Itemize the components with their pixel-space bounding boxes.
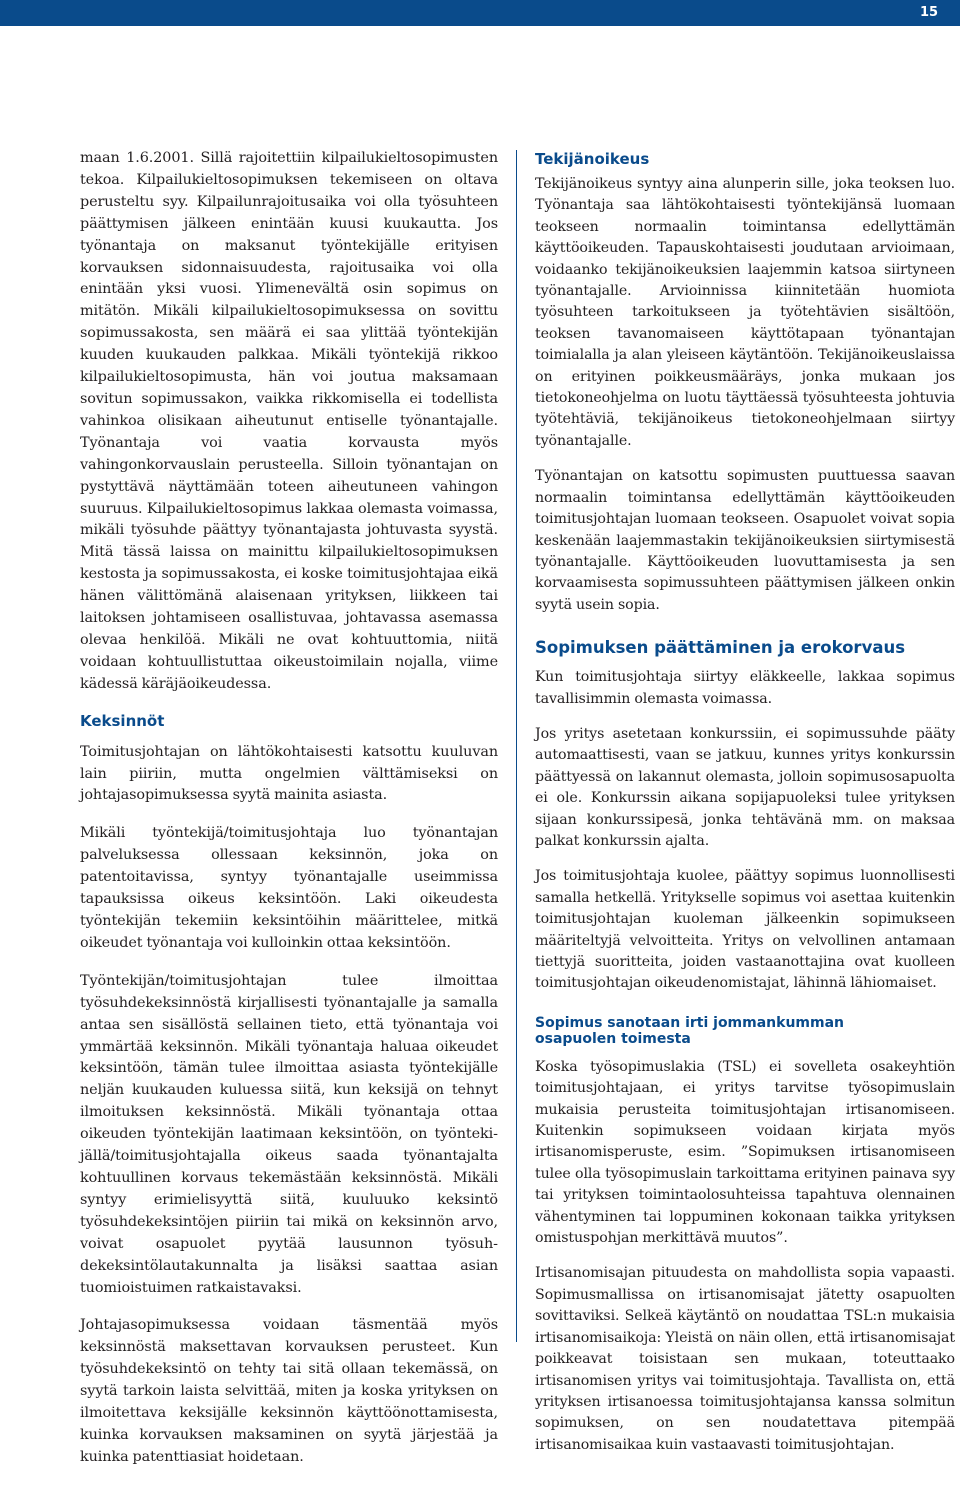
irtisanominen-paragraph-1: Koska työsopimuslakia (TSL) ei sovelleta osakeyhtiön toimitusjohtajaan, ei yritys tarvitse työsopimuslain mukaisia perusteita toimitusjohtajan irtisanomiseen. Kuitenkin sopimukseen voidaan kirjata myös irtisanomisperuste, esim. ”Sopimuksen irtisanomiseen tulee olla työsopimuslain tarkoittama erityinen painava syy tai yrityksen toimintaolosuhteissa tapahtuva olennainen vähentyminen tai loppuminen kokonaan taikka yrityksen omistuspohjan merkittävä muutos”.	[535, 1058, 955, 1247]
tekijanoikeus-paragraph-2: Työnantajan on katsottu sopimusten puuttuessa saavan normaalin toimintansa edellyttämän käyttöoikeuden toimitusjohtajan luomaan teokseen. Osapuolet voivat sopia keskenään laajemmastakin tekijänoikeuksien siirtymisestä työnantajalle. Käyttöoikeuden luovuttamisesta ja sen korvaamisesta sopimussuhteen päättymisen jälkeen onkin syytä usein sopia.	[535, 468, 955, 613]
paattaminen-heading: Sopimuksen päättäminen ja erokorvaus	[535, 638, 906, 658]
keksinnot-paragraph-3: Työntekijän/toimitusjohtajan tulee ilmoittaa työsuhdekeksinnöstä kirjallisesti työnantajalle ja samalla antaa sen sisällöstä sellainen tieto, että työnantaja voi ymmärtää keksinnön. Mikäli työnantaja haluaa oikeudet keksintöön, tämän tulee ilmoittaa asiasta työntekijälle neljän kuukauden kuluessa siitä, kun keksijä on tehnyt ilmoituksen keksinnöstä. Mikäli työnantaja ottaa oikeuden työntekijän laatimaan keksintöön, on työntekijällä/toimitusjohtajalla oikeus saada työnantajalta kohtuullinen korvaus tekemästään keksinnöstä. Mikäli syntyy erimielisyyttä siitä, kuuluuko keksintö työsuhdekeksintöjen piiriin tai mikä on keksinnön arvo, voivat osapuolet pyytää lausunnon työsuhdekeksintölautakunnalta ja lisäksi saattaa asian tuomioistuimen ratkaistavaksi.	[80, 972, 498, 1296]
keksinnot-paragraph-1: Toimitusjohtajan on lähtökohtaisesti katsottu kuuluvan lain piiriin, mutta ongelmien välttämiseksi on johtajasopimuksessa syytä mainita asiasta.	[80, 743, 498, 804]
tekijanoikeus-heading: Tekijänoikeus	[535, 150, 650, 168]
tekijanoikeus-paragraph-1: Tekijänoikeus syntyy aina alunperin sille, joka teoksen luo. Työnantaja saa lähtökohtaisesti työntekijänsä luomaan teokseen normaalin toimintansa edellyttämän käyttöoikeuden. Tapauskohtaisesti joudutaan arvioimaan, voidaanko tekijänoikeuksien laajemmin katsoa siirtyneen työnantajalle. Arvioinnissa kiinnitetään huomiota työsuhteen tarkoitukseen ja työtehtävien sisältöön, teoksen tavanomaiseen käyttötapaan työnantajan toimialalla ja alan yleiseen käytäntöön. Tekijänoikeuslaissa on erityinen poikkeusmääräys, jonka mukaan jos tietokoneohjelma on luotu täyttäessä työsuhteesta johtuvia työtehtäviä, tekijänoikeus tietokoneohjelmaan siirtyy työnantajalle.	[535, 176, 955, 449]
paattaminen-paragraph-1: Kun toimitusjohtaja siirtyy eläkkeelle, lakkaa sopimus tavallisimmin olemasta voimassa.	[535, 669, 955, 707]
header-bar	[0, 0, 960, 26]
keksinnot-paragraph-2: Mikäli työntekijä/toimitusjohtaja luo työnantajan palveluksessa ollessaan keksinnön, joka on patentoitavissa, syntyy työnantajalle useimmissa tapauksissa oikeus keksintöön. Laki oikeudesta työntekijän tekemiin keksintöihin määrittelee, mitkä oikeudet työnantaja voi kulloinkin ottaa keksintöön.	[80, 825, 498, 951]
left-column	[80, 148, 498, 1485]
paattaminen-paragraph-2: Jos yritys asetetaan konkurssiin, ei sopimussuhde pääty automaattisesti, vaan se jatkuu, kunnes yritys konkurssin päättyessä on lakannut olemasta, jolloin sopimusosapuolta ei ole. Konkurssin aikana sopijapuoleksi tulee yrityksen sijaan konkurssipesä, jonka tehtävänä mm. on maksaa palkat konkurssin ajalta.	[535, 725, 955, 849]
paattaminen-paragraph-3: Jos toimitusjohtaja kuolee, päättyy sopimus luonnollisesti samalla hetkellä. Yritykselle sopimus voi asettaa kuitenkin toimitusjohtajan kuoleman jälkeenkin sopimukseen määriteltyjä velvoitteita. Yritys on velvollinen antamaan tiettyjä suoritteita, joiden vastaanottajina ovat kuolleen toimitusjohtajan oikeudenomistajat, lähinnä lähiomaiset.	[535, 868, 955, 992]
keksinnot-paragraph-4: Johtajasopimuksessa voidaan täsmentää myös keksinnöstä maksettavan korvauksen perusteet. Kun työsuhdekeksintö on tehty tai sitä ollaan tekemässä, on syytä tarkoin laista selvittää, miten ja koska yrityksen on ilmoitettava keksijälle keksinnön käyttöönottamisesta, kuinka korvauksen maksaminen on syytä järjestää ja kuinka patenttiasiat hoidetaan.	[80, 1317, 498, 1465]
irtisanominen-paragraph-2: Irtisanomisajan pituudesta on mahdollista sopia vapaasti. Sopimusmallissa on irtisanomisajat jätetty osapuolten sovittaviksi. Selkeä käytäntö on noudattaa TSL:n mukaisia irtisanomisaikoja: Yleistä on näin ollen, että irtisanomisajat poikkeavat toisistaan sen mukaan, toteuttaako irtisanomisen yritys vai toimitusjohtaja. Tavallista on, että yrityksen irtisanoessa toimitusjohtajansa kanssa solmitun sopimuksen, on sen noudatettava pitempää irtisanomisaikaa kuin vastaavasti toimitusjohtajan.	[535, 1265, 955, 1453]
right-column	[535, 148, 955, 1470]
irtisanominen-heading-line-1: Sopimus sanotaan irti jommankumman	[535, 1014, 845, 1031]
page-number: 15	[919, 5, 939, 20]
intro-paragraph: maan 1.6.2001. Sillä rajoitettiin kilpailukieltosopimusten tekoa. Kilpailukieltosopimuksen tekemiseen on oltava perusteltu syy. Kilpailunrajoitusaika voi olla työsuhteen päättymisen jälkeen enintään kuusi kuukautta. Jos työnantaja on maksanut työntekijälle erityisen korvauksen sidonnaisuudesta, rajoitusaika voi olla enintään yksi vuosi. Ylimenevältä osin sopimus on mitätön. Mikäli kilpailukieltosopimuksessa on sovittu sopimussakosta, sen määrä ei saa ylittää työntekijän kuuden kuukauden palkkaa. Mikäli työntekijä rikkoo kilpailukieltosopimusta, hän voi joutua maksamaan sovitun sopimussakon, vaikka rikkomisella ei todellista vahinkoa olisikaan aiheutunut entiselle työnantajalle. Työnantaja voi vaatia korvausta myös vahingonkorvauslain perusteella. Silloin työnantajan on pystyttävä näyttämään toteen aiheutuneen vahingon suuruus. Kilpailukieltosopimus lakkaa olemasta voimassa, mikäli työsuhde päättyy työnantajasta johtuvasta syystä. Mitä tässä laissa on mainittu kilpailukieltosopimuksen kestosta ja sopimussakosta, ei koske toimitusjohtajaa eikä hänen välittömänä alaisenaan yrityksen, liikkeen tai laitoksen johtamiseen osallistuvaa, johtavassa asemassa olevaa henkilöä. Mikäli ne ovat kohtuuttomia, niitä voidaan kohtuullistuttaa oikeustoimilain nojalla, viime kädessä käräjäoikeudessa.	[80, 150, 498, 692]
irtisanominen-heading	[535, 1015, 955, 1047]
irtisanominen-heading-line-2: osapuolen toimesta	[535, 1030, 691, 1047]
keksinnot-heading: Keksinnöt	[80, 711, 165, 730]
column-divider	[516, 150, 517, 1342]
